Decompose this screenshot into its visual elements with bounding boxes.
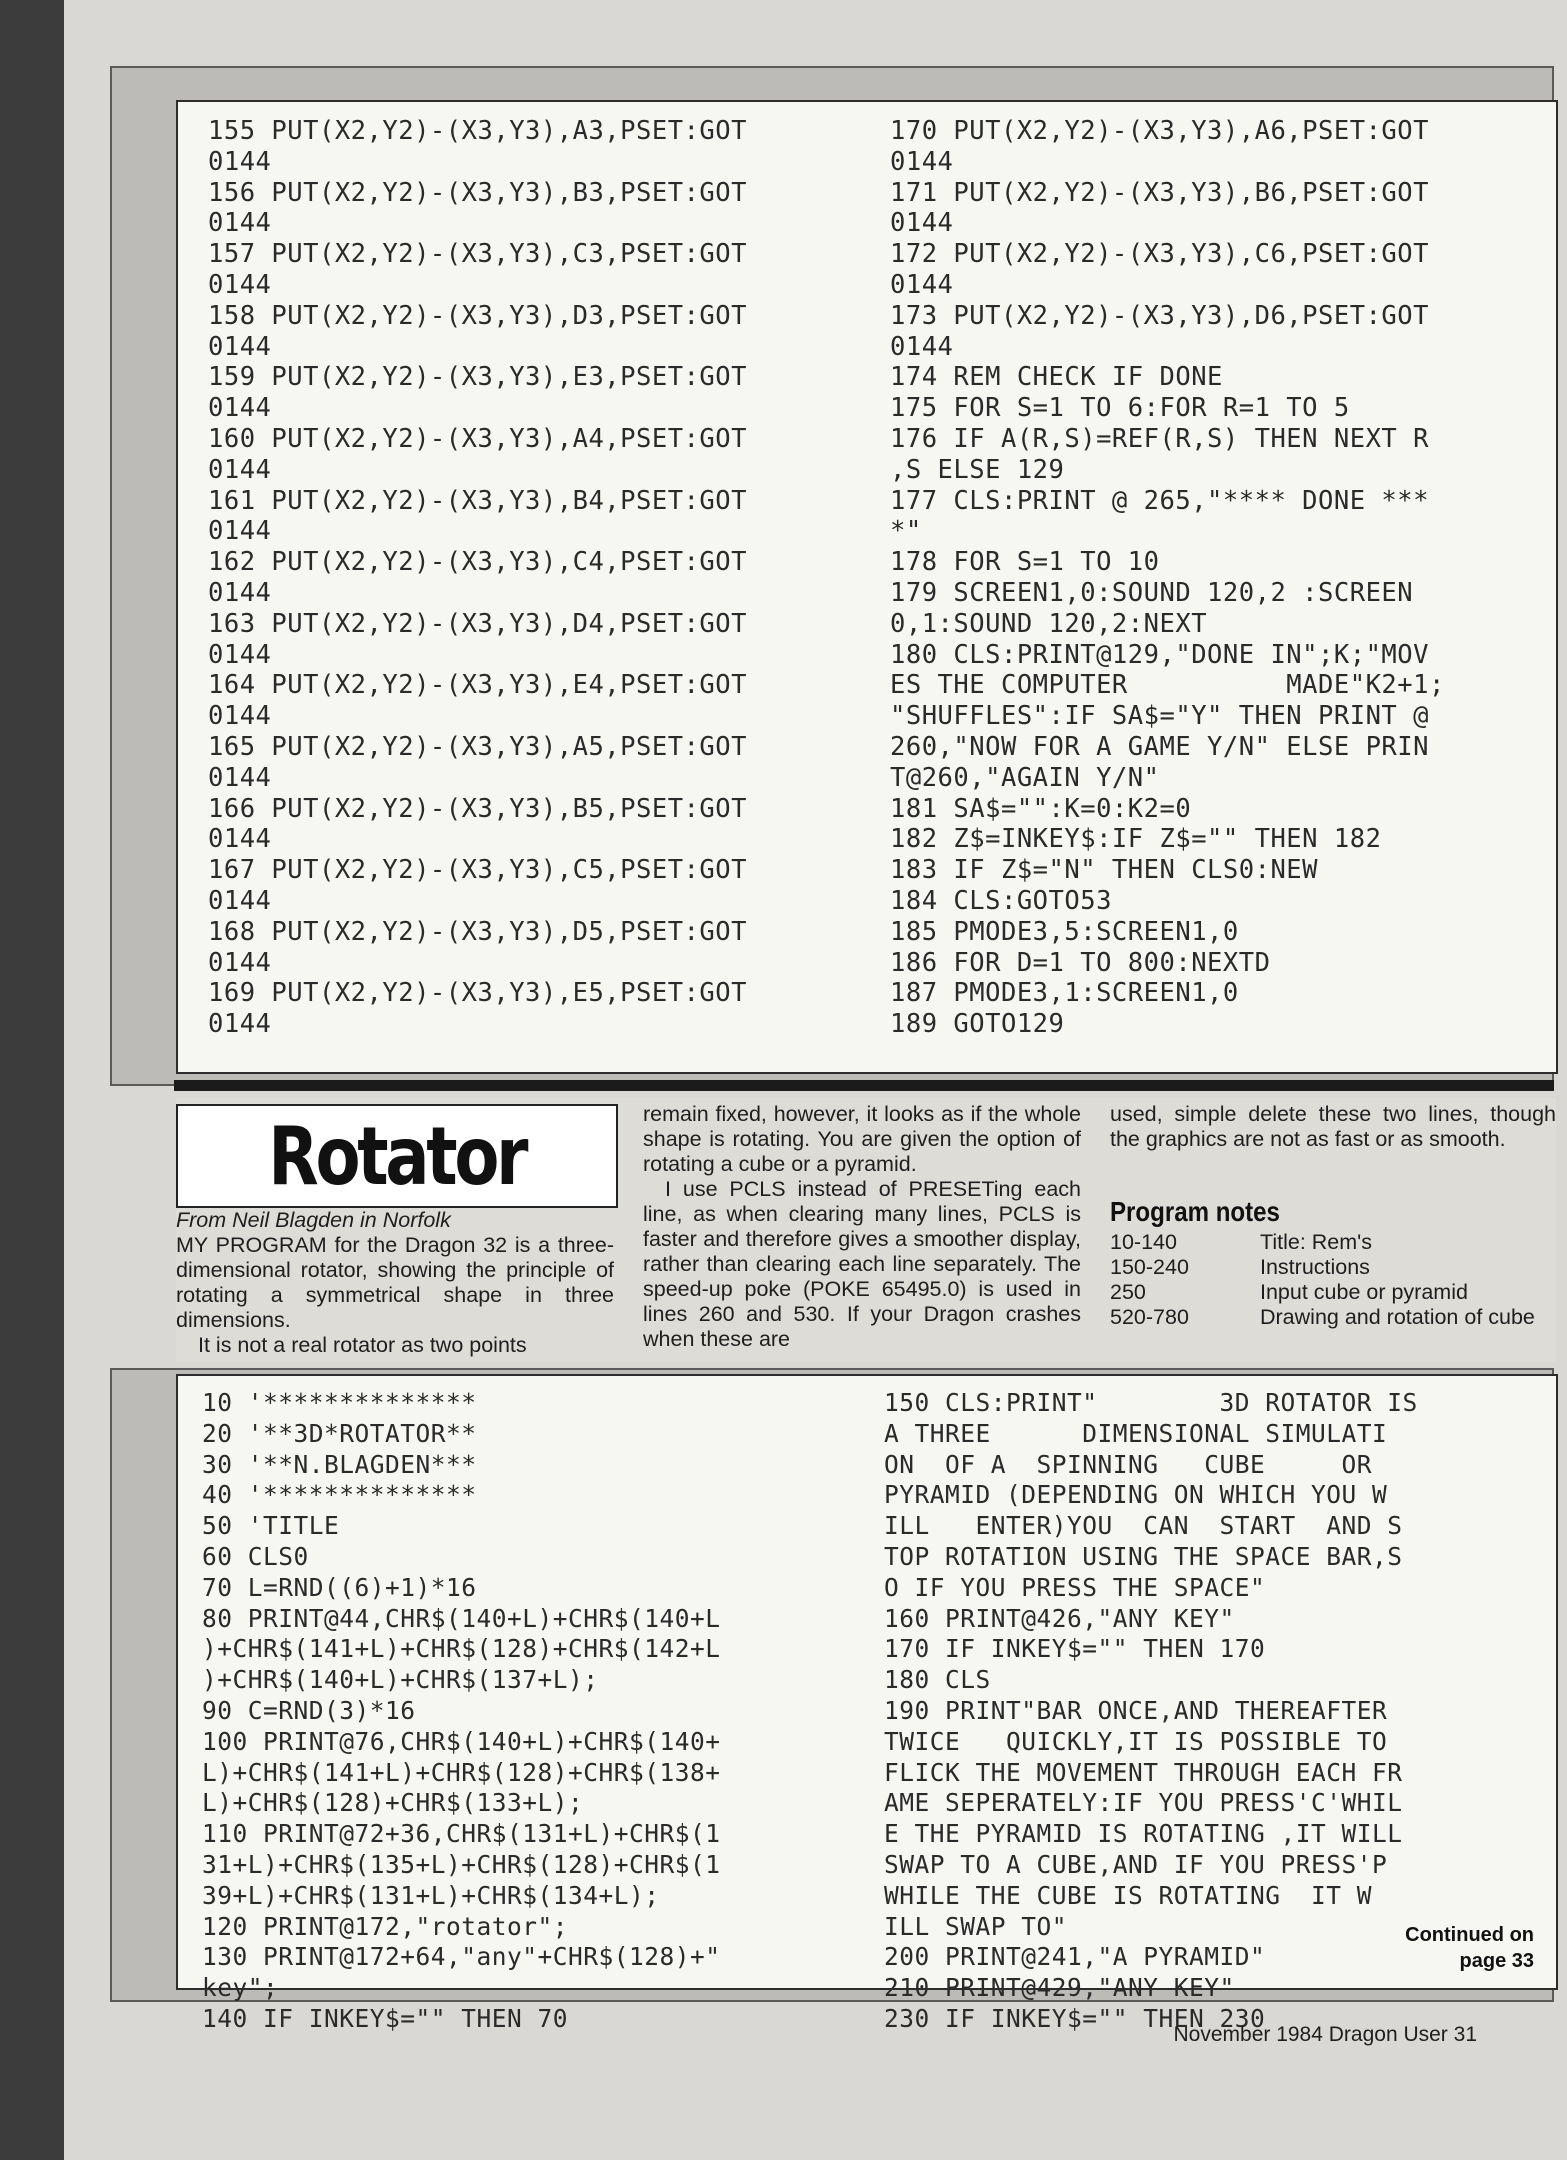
note-range: 10-140 bbox=[1110, 1230, 1177, 1254]
table-row bbox=[1110, 1255, 1550, 1280]
code-line: 130 PRINT@172+64,"any"+CHR$(128)+" bbox=[202, 1942, 721, 1972]
code-line: 0144 bbox=[208, 824, 272, 855]
code-line: 0144 bbox=[208, 701, 272, 732]
code-line: 0144 bbox=[890, 208, 954, 239]
code-line: WHILE THE CUBE IS ROTATING IT W bbox=[884, 1880, 1373, 1910]
code-line: 60 CLS0 bbox=[202, 1541, 309, 1571]
article-paragraph: It is not a real rotator as two points bbox=[198, 1333, 527, 1357]
article-byline: From Neil Blagden in Norfolk bbox=[176, 1208, 451, 1232]
code-line: 183 IF Z$="N" THEN CLS0:NEW bbox=[890, 855, 1319, 886]
code-line: FLICK THE MOVEMENT THROUGH EACH FR bbox=[884, 1757, 1403, 1787]
code-line: 230 IF INKEY$="" THEN 230 bbox=[884, 2003, 1266, 2033]
code-line: 177 CLS:PRINT @ 265,"**** DONE *** bbox=[890, 485, 1429, 516]
code-line: 140 IF INKEY$="" THEN 70 bbox=[202, 2003, 569, 2033]
code-line: 157 PUT(X2,Y2)-(X3,Y3),C3,PSET:GOT bbox=[208, 239, 747, 270]
code-line: 184 CLS:GOTO53 bbox=[890, 885, 1112, 916]
code-line: 169 PUT(X2,Y2)-(X3,Y3),E5,PSET:GOT bbox=[208, 978, 747, 1009]
code-line: 0144 bbox=[890, 331, 954, 362]
code-line: 30 '**N.BLAGDEN*** bbox=[202, 1449, 477, 1479]
note-description: Drawing and rotation of cube bbox=[1260, 1305, 1535, 1329]
code-line: 189 GOTO129 bbox=[890, 1009, 1065, 1040]
code-line: SWAP TO A CUBE,AND IF YOU PRESS'P bbox=[884, 1849, 1388, 1879]
code-line: 180 CLS:PRINT@129,"DONE IN";K;"MOV bbox=[890, 639, 1429, 670]
code-line: key"; bbox=[202, 1973, 279, 2003]
code-line: T@260,"AGAIN Y/N" bbox=[890, 762, 1160, 793]
code-line: 80 PRINT@44,CHR$(140+L)+CHR$(140+L bbox=[202, 1603, 721, 1633]
note-description: Title: Rem's bbox=[1260, 1230, 1373, 1254]
article-column-3 bbox=[1110, 1102, 1556, 1152]
code-line: 210 PRINT@429,"ANY KEY" bbox=[884, 1973, 1235, 2003]
continued-on-label: Continued on bbox=[1405, 1924, 1534, 1946]
article-paragraph: MY PROGRAM for the Dragon 32 is a three-dimensional rotator, showing the principle of rotating a symmetrical shape in three dimensions. bbox=[176, 1233, 614, 1332]
code-line: L)+CHR$(141+L)+CHR$(128)+CHR$(138+ bbox=[202, 1757, 721, 1787]
code-line: 175 FOR S=1 TO 6:FOR R=1 TO 5 bbox=[890, 393, 1350, 424]
code-line: 182 Z$=INKEY$:IF Z$="" THEN 182 bbox=[890, 824, 1382, 855]
code-line: 0144 bbox=[890, 269, 954, 300]
table-row bbox=[1110, 1230, 1550, 1255]
table-row bbox=[1110, 1280, 1550, 1305]
code-line: 176 IF A(R,S)=REF(R,S) THEN NEXT R bbox=[890, 423, 1429, 454]
code-line: TOP ROTATION USING THE SPACE BAR,S bbox=[884, 1541, 1403, 1571]
code-line: 180 CLS bbox=[884, 1665, 991, 1695]
code-line: E THE PYRAMID IS ROTATING ,IT WILL bbox=[884, 1819, 1403, 1849]
code-line: 164 PUT(X2,Y2)-(X3,Y3),E4,PSET:GOT bbox=[208, 670, 747, 701]
code-line: 156 PUT(X2,Y2)-(X3,Y3),B3,PSET:GOT bbox=[208, 177, 747, 208]
code-line: 162 PUT(X2,Y2)-(X3,Y3),C4,PSET:GOT bbox=[208, 547, 747, 578]
program-notes-heading: Program notes bbox=[1110, 1196, 1280, 1227]
code-line: 0144 bbox=[208, 1009, 272, 1040]
code-line: O IF YOU PRESS THE SPACE" bbox=[884, 1572, 1266, 1602]
code-line: 70 L=RND((6)+1)*16 bbox=[202, 1572, 477, 1602]
code-line: 179 SCREEN1,0:SOUND 120,2 :SCREEN bbox=[890, 577, 1414, 608]
code-line: ,S ELSE 129 bbox=[890, 454, 1065, 485]
article-paragraph: remain fixed, however, it looks as if the whole shape is rotating. You are given the option of rotating a cube or a pyramid. bbox=[643, 1102, 1081, 1176]
article-paragraph: I use PCLS instead of PRESETing each line, as when clearing many lines, PCLS is faster and therefore gives a smoother display, rather than clearing each line separately. The speed-up poke (POKE 65495.0) is used in lines 260 and 530. If your Dragon crashes when these are bbox=[643, 1177, 1081, 1351]
code-line: ON OF A SPINNING CUBE OR bbox=[884, 1449, 1373, 1479]
code-line: ILL SWAP TO" bbox=[884, 1911, 1068, 1941]
code-line: 0144 bbox=[208, 885, 272, 916]
continued-note bbox=[1405, 1922, 1534, 1974]
note-range: 520-780 bbox=[1110, 1305, 1189, 1329]
note-range: 150-240 bbox=[1110, 1255, 1189, 1279]
article-paragraph: used, simple delete these two lines, though the graphics are not as fast or as smooth. bbox=[1110, 1102, 1556, 1151]
bottom-listing-left-column bbox=[202, 1388, 862, 2035]
code-line: 0144 bbox=[208, 208, 272, 239]
code-line: 200 PRINT@241,"A PYRAMID" bbox=[884, 1942, 1266, 1972]
article-section bbox=[176, 1098, 1556, 1362]
continued-page-label: page 33 bbox=[1459, 1950, 1534, 1972]
code-line: 0144 bbox=[208, 762, 272, 793]
code-line: *" bbox=[890, 516, 922, 547]
code-line: 90 C=RND(3)*16 bbox=[202, 1695, 416, 1725]
code-line: 171 PUT(X2,Y2)-(X3,Y3),B6,PSET:GOT bbox=[890, 177, 1429, 208]
code-line: 120 PRINT@172,"rotator"; bbox=[202, 1911, 569, 1941]
bottom-listing-box bbox=[176, 1374, 1558, 2033]
code-line: 170 PUT(X2,Y2)-(X3,Y3),A6,PSET:GOT bbox=[890, 116, 1429, 146]
top-listing-box bbox=[176, 100, 1558, 1074]
code-line: 39+L)+CHR$(131+L)+CHR$(134+L); bbox=[202, 1880, 660, 1910]
code-line: 172 PUT(X2,Y2)-(X3,Y3),C6,PSET:GOT bbox=[890, 239, 1429, 270]
magazine-page bbox=[64, 0, 1567, 2160]
code-line: 0144 bbox=[208, 639, 272, 670]
code-line: 0144 bbox=[208, 577, 272, 608]
article-title: Rotator bbox=[268, 1109, 526, 1203]
top-listing-left-column bbox=[208, 116, 868, 1040]
code-line: A THREE DIMENSIONAL SIMULATI bbox=[884, 1418, 1388, 1448]
article-title-box bbox=[176, 1104, 618, 1208]
code-line: 158 PUT(X2,Y2)-(X3,Y3),D3,PSET:GOT bbox=[208, 300, 747, 331]
code-line: )+CHR$(140+L)+CHR$(137+L); bbox=[202, 1665, 599, 1695]
code-line: 187 PMODE3,1:SCREEN1,0 bbox=[890, 978, 1239, 1009]
code-line: 160 PUT(X2,Y2)-(X3,Y3),A4,PSET:GOT bbox=[208, 423, 747, 454]
program-notes-table bbox=[1110, 1230, 1550, 1330]
code-line: 0144 bbox=[208, 516, 272, 547]
code-line: )+CHR$(141+L)+CHR$(128)+CHR$(142+L bbox=[202, 1634, 721, 1664]
article-column-2 bbox=[643, 1102, 1081, 1352]
code-line: ILL ENTER)YOU CAN START AND S bbox=[884, 1511, 1403, 1541]
code-line: 110 PRINT@72+36,CHR$(131+L)+CHR$(1 bbox=[202, 1819, 721, 1849]
code-line: AME SEPERATELY:IF YOU PRESS'C'WHIL bbox=[884, 1788, 1403, 1818]
code-line: 167 PUT(X2,Y2)-(X3,Y3),C5,PSET:GOT bbox=[208, 855, 747, 886]
code-line: 174 REM CHECK IF DONE bbox=[890, 362, 1223, 393]
code-line: 178 FOR S=1 TO 10 bbox=[890, 547, 1160, 578]
code-line: 0144 bbox=[208, 454, 272, 485]
article-column-1 bbox=[176, 1233, 614, 1358]
code-line: 0144 bbox=[208, 947, 272, 978]
code-line: 0144 bbox=[208, 393, 272, 424]
code-line: 0144 bbox=[208, 269, 272, 300]
code-line: 40 '************** bbox=[202, 1480, 477, 1510]
code-line: 168 PUT(X2,Y2)-(X3,Y3),D5,PSET:GOT bbox=[208, 916, 747, 947]
code-line: TWICE QUICKLY,IT IS POSSIBLE TO bbox=[884, 1726, 1388, 1756]
code-line: 100 PRINT@76,CHR$(140+L)+CHR$(140+ bbox=[202, 1726, 721, 1756]
page-footer: November 1984 Dragon User 31 bbox=[1173, 2023, 1477, 2046]
code-line: "SHUFFLES":IF SA$="Y" THEN PRINT @ bbox=[890, 701, 1429, 732]
top-listing-right-column bbox=[890, 116, 1550, 1040]
table-row bbox=[1110, 1305, 1550, 1330]
bottom-listing-right-column bbox=[884, 1388, 1444, 2035]
code-line: 0144 bbox=[208, 146, 272, 177]
code-line: 155 PUT(X2,Y2)-(X3,Y3),A3,PSET:GOT bbox=[208, 116, 747, 146]
code-line: 166 PUT(X2,Y2)-(X3,Y3),B5,PSET:GOT bbox=[208, 793, 747, 824]
note-description: Instructions bbox=[1260, 1255, 1370, 1279]
code-line: 50 'TITLE bbox=[202, 1511, 340, 1541]
code-line: 173 PUT(X2,Y2)-(X3,Y3),D6,PSET:GOT bbox=[890, 300, 1429, 331]
code-line: 185 PMODE3,5:SCREEN1,0 bbox=[890, 916, 1239, 947]
code-line: 20 '**3D*ROTATOR** bbox=[202, 1418, 477, 1448]
code-line: 0144 bbox=[890, 146, 954, 177]
code-line: 163 PUT(X2,Y2)-(X3,Y3),D4,PSET:GOT bbox=[208, 608, 747, 639]
code-line: 31+L)+CHR$(135+L)+CHR$(128)+CHR$(1 bbox=[202, 1849, 721, 1879]
code-line: 260,"NOW FOR A GAME Y/N" ELSE PRIN bbox=[890, 731, 1429, 762]
code-line: 165 PUT(X2,Y2)-(X3,Y3),A5,PSET:GOT bbox=[208, 731, 747, 762]
code-line: 190 PRINT"BAR ONCE,AND THEREAFTER bbox=[884, 1695, 1388, 1725]
code-line: PYRAMID (DEPENDING ON WHICH YOU W bbox=[884, 1480, 1388, 1510]
code-line: 159 PUT(X2,Y2)-(X3,Y3),E3,PSET:GOT bbox=[208, 362, 747, 393]
code-line: 170 IF INKEY$="" THEN 170 bbox=[884, 1634, 1266, 1664]
code-line: 10 '************** bbox=[202, 1388, 477, 1417]
code-line: 181 SA$="":K=0:K2=0 bbox=[890, 793, 1192, 824]
code-line: 0,1:SOUND 120,2:NEXT bbox=[890, 608, 1208, 639]
code-line: L)+CHR$(128)+CHR$(133+L); bbox=[202, 1788, 584, 1818]
section-divider bbox=[174, 1080, 1554, 1091]
code-line: 160 PRINT@426,"ANY KEY" bbox=[884, 1603, 1235, 1633]
note-description: Input cube or pyramid bbox=[1260, 1280, 1468, 1304]
code-line: 186 FOR D=1 TO 800:NEXTD bbox=[890, 947, 1271, 978]
code-line: 150 CLS:PRINT" 3D ROTATOR IS bbox=[884, 1388, 1418, 1417]
code-line: 0144 bbox=[208, 331, 272, 362]
note-range: 250 bbox=[1110, 1280, 1146, 1304]
code-line: ES THE COMPUTER MADE"K2+1; bbox=[890, 670, 1445, 701]
code-line: 161 PUT(X2,Y2)-(X3,Y3),B4,PSET:GOT bbox=[208, 485, 747, 516]
